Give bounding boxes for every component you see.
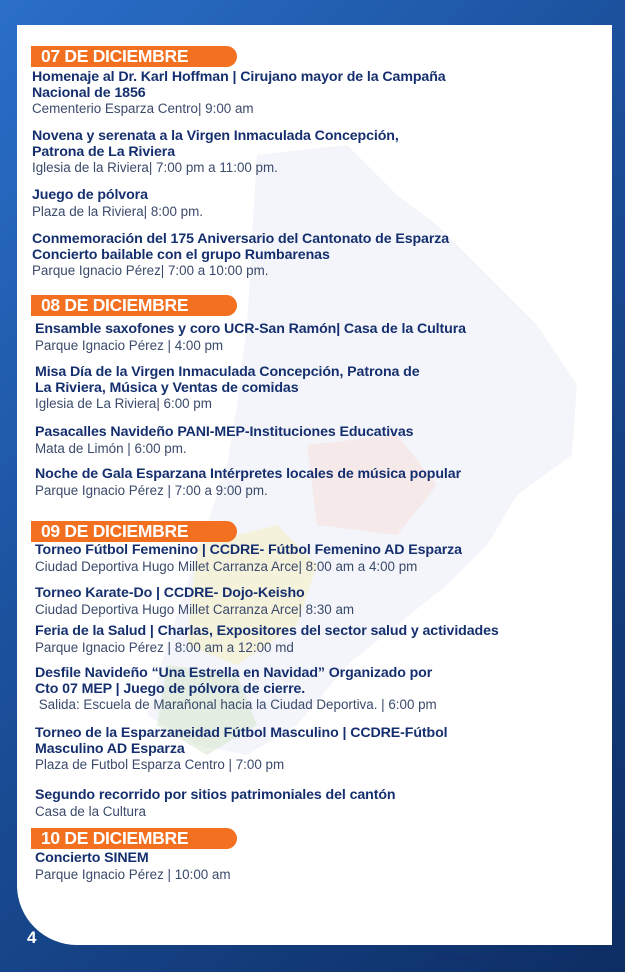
event-detail: Parque Ignacio Pérez | 10:00 am	[35, 866, 231, 882]
event-item	[35, 543, 605, 574]
event-item	[35, 624, 605, 655]
event-item	[35, 322, 605, 353]
event-item	[32, 232, 602, 278]
event-item	[32, 188, 602, 219]
event-detail: Casa de la Cultura	[35, 803, 146, 819]
event-item	[35, 586, 605, 617]
event-title: Novena y serenata a la Virgen Inmaculada Concepción, Patrona de La Riviera	[32, 128, 399, 160]
event-title: Conmemoración del 175 Aniversario del Cantonato de Esparza Concierto bailable con el grupo Rumbarenas	[32, 231, 450, 263]
event-title: Torneo Karate-Do | CCDRE- Dojo-Keisho	[35, 585, 305, 601]
event-detail: Plaza de Futbol Esparza Centro | 7:00 pm	[35, 757, 285, 772]
event-item	[35, 851, 605, 882]
event-item	[35, 467, 605, 498]
event-item	[35, 425, 605, 456]
event-title: Segundo recorrido por sitios patrimoniales del cantón	[35, 787, 396, 803]
schedule-card	[17, 25, 612, 963]
event-title: Misa Día de la Virgen Inmaculada Concepción, Patrona de La Riviera, Música y Ventas de comidas	[35, 364, 420, 396]
page-number: 4	[27, 928, 37, 947]
event-title: Concierto SINEM	[35, 850, 149, 866]
date-badge: 08 DE DICIEMBRE	[31, 295, 237, 316]
event-title: Ensamble saxofones y coro UCR-San Ramón| Casa de la Cultura	[35, 321, 466, 337]
event-title: Homenaje al Dr. Karl Hoffman | Cirujano mayor de la Campaña Nacional de 1856	[32, 69, 446, 101]
event-item	[35, 788, 605, 819]
date-badge: 10 DE DICIEMBRE	[31, 828, 237, 849]
event-item	[35, 365, 605, 411]
event-detail: Parque Ignacio Pérez | 8:00 am a 12:00 md	[35, 639, 294, 655]
date-badge: 09 DE DICIEMBRE	[31, 521, 237, 542]
footnote: *ACTIVIDADES SUJETAS A CAMBIOS	[435, 954, 576, 963]
event-detail: Parque Ignacio Pérez | 4:00 pm	[35, 337, 224, 353]
event-title: Torneo de la Esparzaneidad Fútbol Masculino | CCDRE-Fútbol Masculino AD Esparza	[35, 725, 448, 757]
event-detail: Cementerio Esparza Centro| 9:00 am	[32, 101, 254, 116]
event-detail: Iglesia de la Riviera| 7:00 pm a 11:00 pm.	[32, 160, 278, 175]
event-title: Noche de Gala Esparzana Intérpretes locales de música popular	[35, 466, 461, 482]
event-item	[32, 70, 602, 116]
event-title: Torneo Fútbol Femenino | CCDRE- Fútbol Femenino AD Esparza	[35, 542, 462, 558]
event-item	[35, 726, 605, 772]
event-detail: Parque Ignacio Pérez | 7:00 a 9:00 pm.	[35, 482, 268, 498]
event-item	[32, 129, 602, 175]
event-detail: Plaza de la Riviera| 8:00 pm.	[32, 203, 203, 219]
event-detail: Iglesia de La Riviera| 6:00 pm	[35, 396, 212, 411]
event-title: Juego de pólvora	[32, 187, 148, 203]
event-detail: Salida: Escuela de Marañonal hacia la Ciudad Deportiva. | 6:00 pm	[35, 697, 437, 712]
event-title: Feria de la Salud | Charlas, Expositores del sector salud y actividades	[35, 623, 499, 639]
event-detail: Mata de Limón | 6:00 pm.	[35, 440, 187, 456]
event-detail: Ciudad Deportiva Hugo Millet Carranza Arce| 8:00 am a 4:00 pm	[35, 558, 418, 574]
event-item	[35, 666, 605, 712]
event-title: Desfile Navideño “Una Estrella en Navidad” Organizado por Cto 07 MEP | Juego de pólvora de cierre.	[35, 665, 433, 697]
event-detail: Ciudad Deportiva Hugo Millet Carranza Arce| 8:30 am	[35, 601, 355, 617]
event-detail: Parque Ignacio Pérez| 7:00 a 10:00 pm.	[32, 263, 269, 278]
date-badge: 07 DE DICIEMBRE	[31, 46, 237, 67]
event-title: Pasacalles Navideño PANI-MEP-Instituciones Educativas	[35, 424, 414, 440]
